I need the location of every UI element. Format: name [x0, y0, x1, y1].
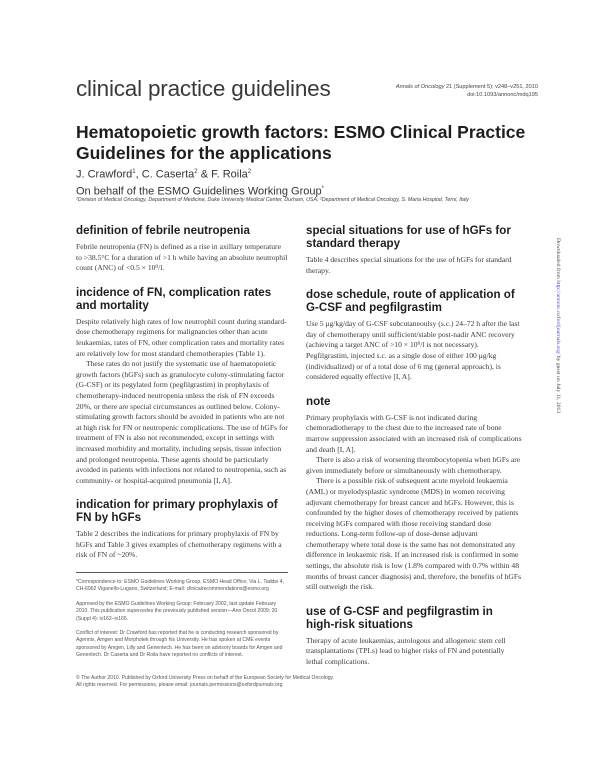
journal-reference	[396, 83, 538, 99]
section-incidence	[76, 286, 288, 487]
copyright-notice	[76, 675, 334, 690]
citation: 21 (Supplement 5): v248–v251, 2010	[445, 84, 538, 90]
section-heading: use of G-CSF and pegfilgrastim in high-risk situations	[306, 604, 493, 631]
paragraph: Primary prophylaxis with G-CSF is not indicated during chemoradiotherapy to the chest due to the increased rate of bone marrow suppression associated with an increased risk of complications and death [I, A].	[306, 412, 522, 454]
correspondence-note: *Correspondence to: ESMO Guidelines Working Group, ESMO Head Office, Via L. Taddei 4, CH-6962 Viganello-Lugano, Switzerland; E-mail: clinicalrecommendations@esmo.org	[76, 579, 285, 593]
section-heading: incidence of FN, complication rates and mortality	[76, 285, 272, 312]
approval-note: Approved by the ESMO Guidelines Working Group: February 2002, last update February 2010. This publication supercedes the previously published version—Ann Oncol 2009; 20 (Suppl 4): iv162–iv165.	[76, 600, 278, 622]
author-name: F. Roila	[211, 168, 248, 181]
paragraph: There is a possible risk of subsequent acute myeloid leukaemia (AML) or myelodysplastic syndrome (MDS) in women receiving adjuvant chemotherapy for breast cancer and hGFs. However, this is confounded by the higher doses of chemotherapy received by patients receiving hGFs compared with those receiving standard dose reductions. Long-term follow-up of dose-dense adjuvant chemotherapy where total dose is the same has not demonstrated any difference in leukaemic risk. If an increased risk is confirmed in some settings, the absolute risk is low (1.8% compared with 0.7% within 48 months of breast cancer diagnosis) and, therefore, the benefits of hGFs still outweigh the risk.	[306, 476, 522, 592]
paragraph: These rates do not justify the systematic use of haematopoietic growth factors (hGFs) such as granulocyte colony-stimulating factor (G-CSF) or its pegylated form (pegfilgrastim) in prophylaxis of chemotherapy-induced neutropenia unless the risk of FN exceeds 20%, or there are special circumstances as outlined below. Colony-stimulating growth factors should be avoided in patients who are not at high risk for FN or neutropenic complications. The use of hGFs for treatment of FN is also not recommended, except in settings with increased morbidity and mortality, including sepsis, tissue infection and prolonged neutropenia. These agents should be particularly avoided in patients with infections not related to neutropenia, such as community- or hospital-acquired pneumonia [I, A].	[76, 359, 288, 485]
section-heading: definition of febrile neutropenia	[76, 224, 250, 237]
journal-link[interactable]: http://annonc.oxfordjournals.org/	[555, 280, 561, 355]
author-name: J. Crawford	[76, 168, 133, 181]
paragraph: Therapy of acute leukaemias, autologous and allogeneic stem cell transplantations (TPLs) lead to higher risks of FN and potentially lethal complications.	[306, 635, 506, 667]
right-column	[306, 224, 522, 680]
section-note	[306, 395, 522, 593]
paragraph: There is also a risk of worsening thrombocytopenia when hGFs are given immediately before or simultaneously with chemotherapy.	[306, 455, 521, 475]
paragraph: Table 2 describes the indications for primary prophylaxis of FN by hGFs and Table 3 gives examples of chemotherapy regimens with a risk of FN of ~20%.	[76, 529, 282, 560]
paragraph: Despite relatively high rates of low neutrophil count during standard-dose chemotherapy regimens for malignancies other than acute leukaemias, rates of FN, other complication rates and mortality rates are relatively low for most standard chemotherapies (Table 1).	[76, 316, 287, 358]
author-list: J. Crawford$^1$, C. Caserta$^2$ & F. Roila$^2$ On behalf of the ESMO Guidelines Working Group*	[76, 168, 324, 198]
section-heading: note	[306, 394, 331, 408]
section-heading: dose schedule, route of application of G-CSF and pegfilgrastim	[306, 288, 515, 315]
section-definition	[76, 224, 288, 274]
section-high-risk	[306, 605, 522, 668]
affiliations: ¹Division of Medical Oncology, Department of Medicine, Duke University Medical Center, Durham, USA; ²Department of Medical Oncology, S. Maria Hospital, Terni, Italy	[76, 197, 469, 203]
working-group: On behalf of the ESMO Guidelines Working Group	[76, 185, 322, 198]
author-name: C. Caserta	[141, 168, 195, 181]
article-title: Hematopoietic growth factors: ESMO Clinical Practice Guidelines for the applications	[76, 122, 526, 163]
section-heading: special situations for use of hGFs for standard therapy	[306, 224, 511, 250]
doi: doi:10.1093/annonc/mdq195	[467, 92, 538, 98]
paragraph: Table 4 describes special situations for the use of hGFs for standard therapy.	[306, 255, 512, 275]
paragraph: Febrile neutropenia (FN) is defined as a rise in axillary temperature to >38.5°C for a duration of >1 h while having an absolute neutrophil count (ANC) of <0.5 × 10⁹/l.	[76, 242, 288, 273]
section-special-situations	[306, 224, 522, 276]
copyright-line: © The Author 2010. Published by Oxford University Press on behalf of the European Society for Medical Oncology.	[76, 675, 335, 681]
left-column	[76, 224, 288, 573]
section-dose-schedule	[306, 288, 522, 383]
conflict-note: Conflict of interest: Dr Crawford has reported that he is conducting research sponsored by Agennix, Amgen and Morphotek through his University. He has spoken at CME events sponsored by Amgen, Lilly and Genentech. He has been on advisory boards for Amgen and Genentech. Dr Caserta and Dr Roila have reported no conflicts of interest.	[76, 630, 283, 659]
footnotes	[76, 572, 288, 667]
running-head: clinical practice guidelines	[76, 76, 331, 101]
paragraph: Use 5 μg/kg/day of G-CSF subcutaneoulsy (s.c.) 24–72 h after the last day of chemotherapy until sufficient/stable post-nadir ANC recovery (achieving a target ANC of >10 × 10⁹/l is not necessary). Pegfilgrastim, injected s.c. as a single dose of either 100 μg/kg (individualized) or of a total dose of 6 mg (general approach), is considered equally effective [I, A].	[306, 319, 520, 382]
section-heading: indication for primary prophylaxis of FN by hGFs	[76, 498, 278, 525]
journal-name: Annals of Oncology	[395, 84, 445, 90]
section-primary-prophylaxis	[76, 498, 288, 561]
permissions-line: All rights reserved. For permissions, please email: journals.permissions@oxfordjournals.org	[76, 682, 283, 689]
download-watermark: Downloaded from http://annonc.oxfordjournals.org/ by guest on July 11, 2013	[555, 238, 561, 414]
